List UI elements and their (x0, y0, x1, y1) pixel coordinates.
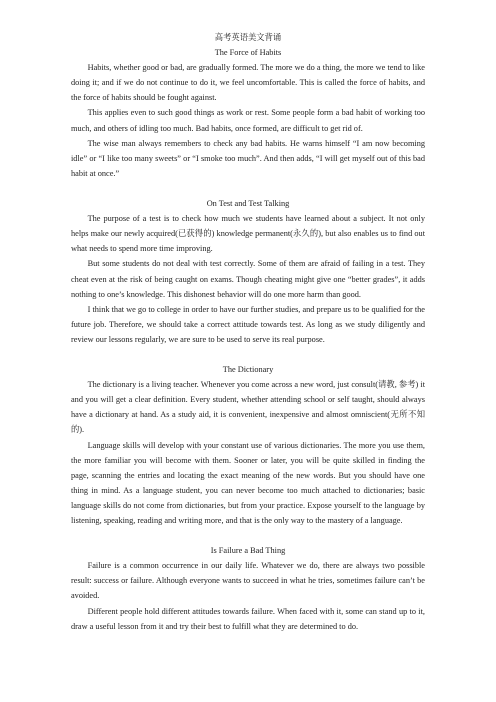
paragraph: I think that we go to college in order to have our further studies, and prepare us to be qualified for the future job. Therefore, we should take a correct attitude towards test. As long as we study diligently and review our lessons regularly, we are sure to be used to serve its real purpose. (71, 304, 425, 344)
paragraph: The dictionary is a living teacher. Whenever you come across a new word, just consult(请教, 参考) it and you will get a clear definition. Every student, whether attending school or self taught, should always have a dictionary at hand. As a study aid, it is convenient, inexpensive and almost omniscient(无所不知的). (71, 380, 425, 435)
section-title-dictionary: The Dictionary (222, 365, 274, 375)
document-title: 高考英语美文背诵 (214, 33, 282, 42)
paragraph: Failure is a common occurrence in our daily life. Whatever we do, there are always two possible result: success or failure. Although everyone wants to succeed in what he tries, sometimes failure can’t be avoided. (71, 561, 425, 601)
paragraph: The purpose of a test is to check how much we students have learned about a subject. It not only helps make our newly acquired(已获得的) knowledge permanent(永久的), but also enables us to find out what needs to spend more time improving. (71, 214, 425, 254)
paragraph: Different people hold different attitudes towards failure. When faced with it, some can stand up to it, draw a useful lesson from it and try their best to fulfill what they are determined to do. (71, 606, 425, 631)
paragraph: But some students do not deal with test correctly. Some of them are afraid of failing in a test. They cheat even at the risk of being caught on exams. Though cheating might give one “better grades”, it adds nothing to one’s knowledge. This dishonest behavior will do one more harm than good. (71, 259, 425, 299)
section-title-failure: Is Failure a Bad Thing (210, 546, 286, 556)
paragraph: Language skills will develop with your constant use of various dictionaries. The more you use them, the more familiar you will become with them. Sooner or later, you will be quite skilled in finding the page, scanning the entries and locating the exact meaning of the new words. But you should have one thing in mind. As a language student, you can never become too much attached to dictionaries; basic language skills do not come from dictionaries, but from your practice. Expose yourself to the language by listening, speaking, reading and writing more, and that is the only way to the mastery of a language. (71, 440, 425, 525)
paragraph: This applies even to such good things as work or rest. Some people form a bad habit of working too much, and others of idling too much. Bad habits, once formed, are difficult to get rid of. (71, 108, 425, 133)
paragraph: Habits, whether good or bad, are gradually formed. The more we do a thing, the more we tend to like doing it; and if we do not continue to do it, we feel uncomfortable. This is called the force of habits, and the force of habits should be fought against. (71, 63, 425, 103)
section-title-habits: The Force of Habits (214, 48, 282, 58)
section-title-test: On Test and Test Talking (206, 199, 290, 209)
paragraph: The wise man always remembers to check any bad habits. He warns himself “I am now becoming idle” or “I like too many sweets” or “I smoke too much”. And then adds, “I will get myself out of this bad habit at once.” (71, 138, 425, 178)
